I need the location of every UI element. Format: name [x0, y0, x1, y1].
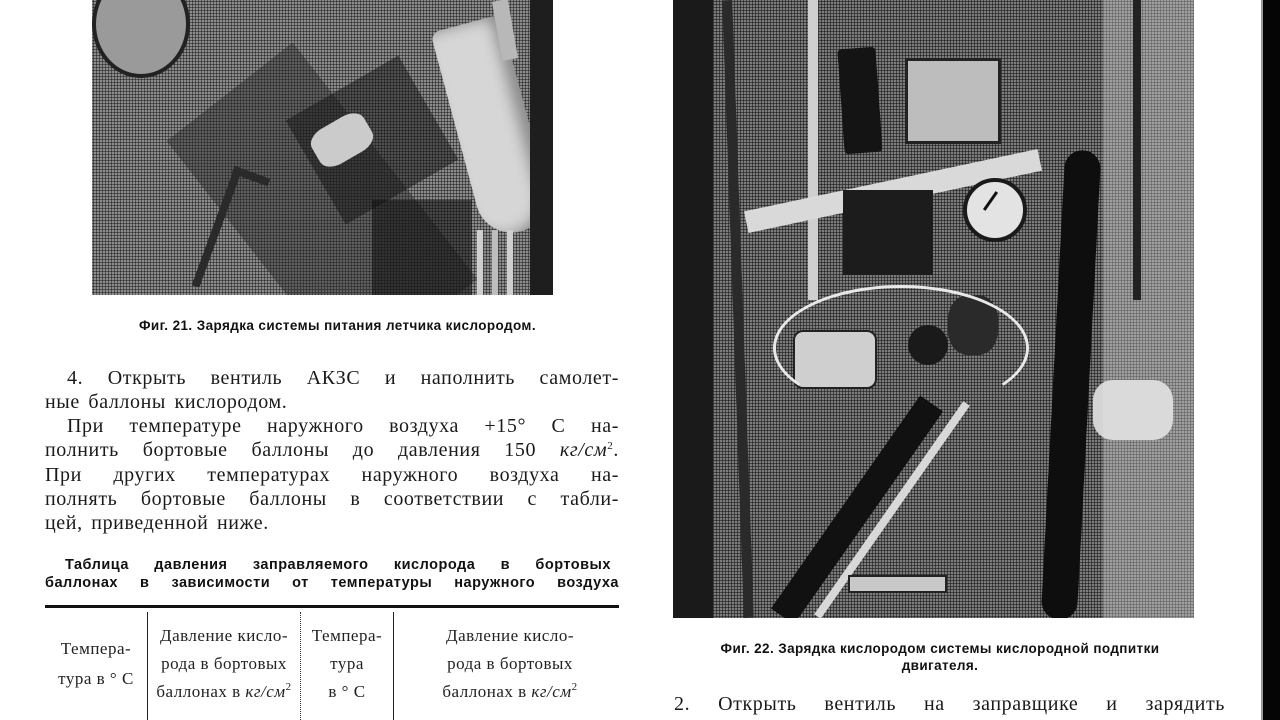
header-line [148, 678, 300, 706]
header-line: Давление кисло- [159, 626, 288, 645]
table-header-temperature-2 [301, 622, 393, 706]
header-line: Темпера- [311, 626, 383, 645]
step-4-paragraph [45, 366, 619, 415]
unit: кг/см [559, 439, 608, 462]
header-line: рода в бортовых [447, 654, 573, 673]
unit-sup: 2 [571, 681, 578, 693]
unit-sup: 2 [285, 681, 292, 693]
unit-sup: 2 [607, 440, 614, 453]
step-2-paragraph [650, 692, 1225, 716]
text-line [45, 438, 619, 462]
figure-21-caption: Фиг. 21. Зарядка системы питания летчика кислородом. [139, 318, 536, 333]
header-line: Давление кисло- [445, 626, 574, 645]
figure-22-caption [650, 640, 1230, 674]
text-fragment: . [613, 439, 619, 462]
table-header-temperature-1 [45, 634, 147, 694]
text-line: 4. Открыть вентиль АКЗС и наполнить самолет- [67, 367, 619, 389]
unit: кг/см [531, 682, 572, 701]
table-title [45, 556, 619, 592]
text-line: полнять бортовые баллоны в соответствии с табли- [45, 487, 619, 510]
header-text: баллонах в [442, 682, 527, 701]
text-line: При температуре наружного воздуха +15° С на- [67, 415, 619, 437]
text-line: При других температурах наружного воздуха на- [45, 463, 619, 486]
temperature-paragraph [45, 414, 619, 535]
text-line: 2. Открыть вентиль на заправщике и зарядить [674, 693, 1225, 715]
caption-line: двигателя. [901, 658, 979, 673]
text-fragment: полнить бортовые баллоны до давления 150 [45, 439, 560, 462]
text-line: цей, приведенной ниже. [45, 512, 269, 535]
header-text: баллонах в [156, 682, 241, 701]
scan-edge [1263, 0, 1280, 720]
table-title-line: баллонах в зависимости от температуры наружного воздуха [45, 575, 619, 591]
table-header-pressure-1 [148, 622, 300, 706]
header-line: в ° С [328, 682, 366, 701]
text-line: ные баллоны кислородом. [45, 391, 288, 414]
header-line: тура [330, 654, 364, 673]
figure-21-photo [92, 0, 553, 295]
table-title-line: Таблица давления заправляемого кислорода в бортовых [65, 557, 611, 573]
caption-line: Фиг. 22. Зарядка кислородом системы кислородной подпитки [720, 641, 1160, 656]
header-line: рода в бортовых [161, 654, 287, 673]
table-top-rule [45, 605, 619, 608]
unit: кг/см [245, 682, 286, 701]
header-line [394, 678, 626, 706]
header-line: тура в ° С [58, 669, 134, 688]
header-line: Темпера- [60, 639, 132, 658]
table-header-pressure-2 [394, 622, 626, 706]
figure-22-photo [673, 0, 1194, 618]
